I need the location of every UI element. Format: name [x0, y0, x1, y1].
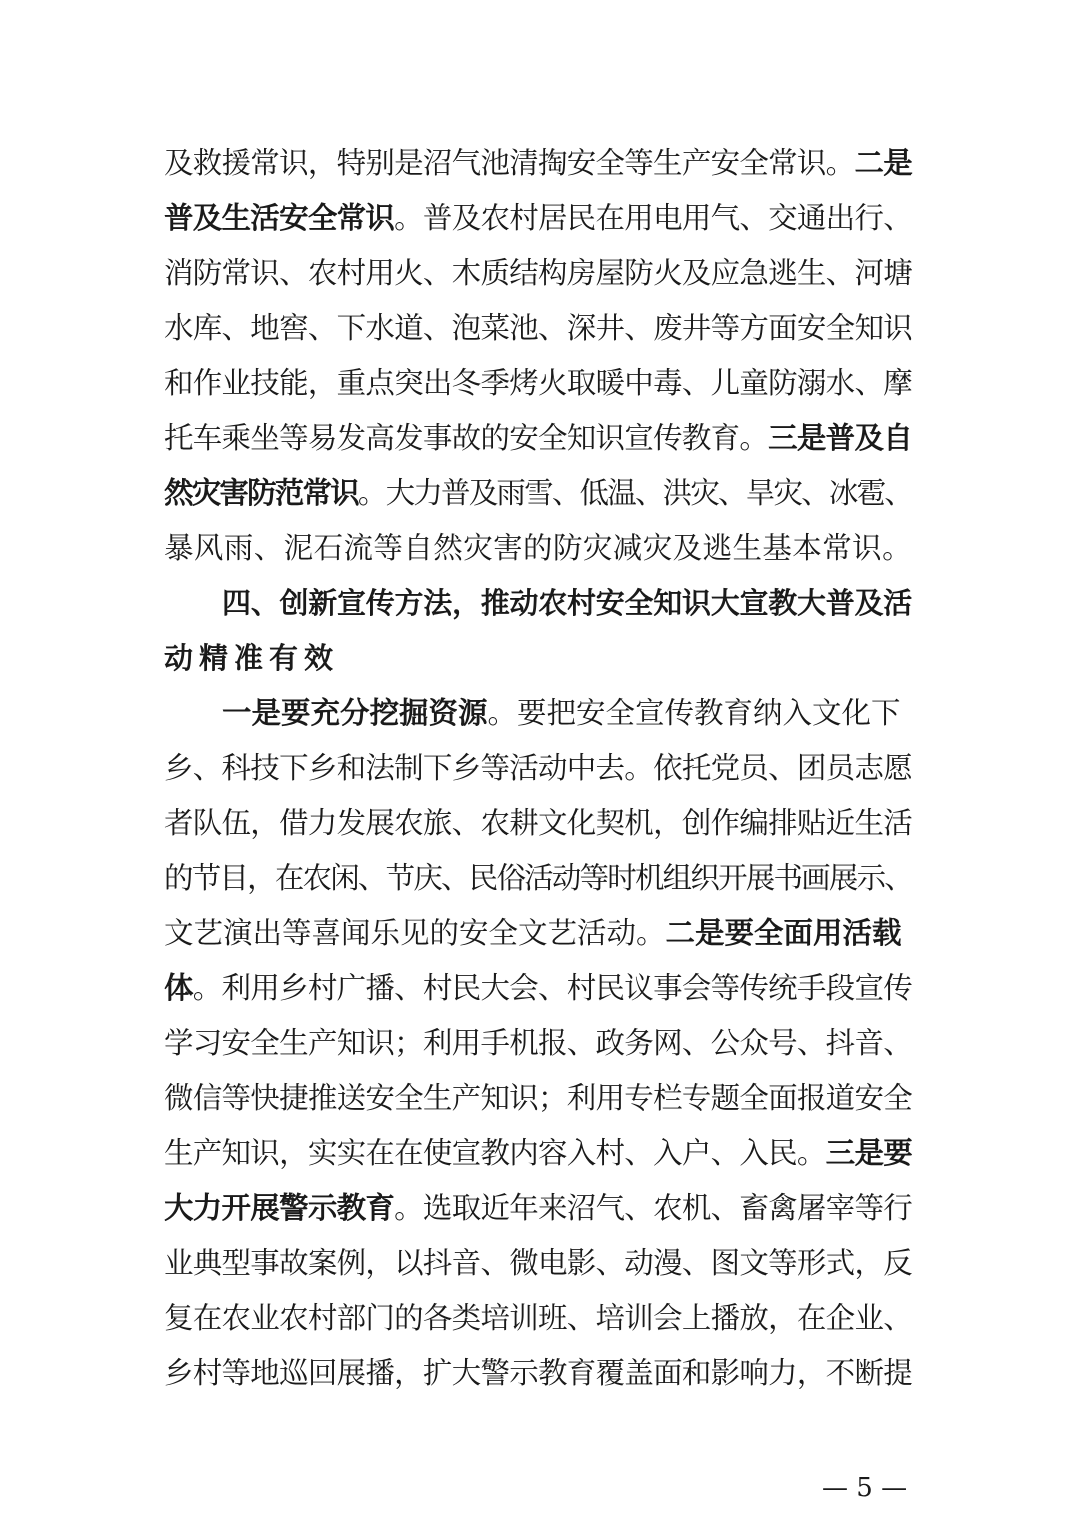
text-segment-bold: 一是要充分挖掘资源	[222, 695, 488, 730]
text-segment: 水库、地窖、下水道、泡菜池、深井、废井等方面安全知识	[164, 311, 912, 345]
text-segment: 暴风雨、泥石流等自然灾害的防灾减灾及逃生基本常识。	[164, 531, 912, 565]
text-line	[222, 693, 912, 733]
text-segment: 文艺演出等喜闻乐见的安全文艺活动。	[164, 916, 666, 950]
section-heading	[164, 638, 912, 678]
text-line	[164, 363, 912, 403]
text-line	[164, 198, 912, 238]
text-segment: 生产知识，实实在在使宣教内容入村、入户、入民。	[164, 1136, 826, 1170]
text-line	[164, 1133, 912, 1173]
text-line	[164, 253, 912, 293]
text-segment-bold: 然灾害防范常识	[164, 475, 358, 510]
text-segment: 和作业技能，重点突出冬季烤火取暖中毒、儿童防溺水、摩	[164, 366, 912, 400]
text-segment-bold: 二是要全面用活载	[665, 915, 902, 950]
text-line	[164, 1188, 912, 1228]
text-segment: 及救援常识，特别是沼气池清掏安全等生产安全常识。	[164, 146, 855, 180]
text-line	[164, 803, 912, 843]
text-segment: 业典型事故案例，以抖音、微电影、动漫、图文等形式，反	[164, 1246, 912, 1280]
text-segment-bold: 二是	[854, 145, 912, 180]
text-line	[164, 308, 912, 348]
text-line	[164, 1078, 912, 1118]
section-heading	[222, 583, 912, 623]
text-segment: 。要把安全宣传教育纳入文化下	[487, 696, 901, 730]
text-line	[164, 748, 912, 788]
text-segment-bold: 大力开展警示教育	[164, 1190, 395, 1225]
text-segment: 。普及农村居民在用电用气、交通出行、	[394, 201, 912, 235]
text-segment: 的节目，在农闲、节庆、民俗活动等时机组织开展书画展示、	[164, 861, 912, 895]
text-line	[164, 418, 912, 458]
text-segment: 学习安全生产知识；利用手机报、政务网、公众号、抖音、	[164, 1026, 912, 1060]
text-segment-bold: 体	[164, 970, 193, 1005]
text-line	[164, 913, 912, 953]
text-segment: 。大力普及雨雪、低温、洪灾、旱灾、冰雹、	[357, 476, 912, 510]
text-line	[164, 1023, 912, 1063]
text-line	[164, 143, 912, 183]
page-number: — 5 —	[822, 1473, 908, 1503]
heading-text: 四、创新宣传方法，推动农村安全知识大宣教大普及活	[222, 586, 912, 620]
heading-text: 动精准有效	[164, 641, 340, 675]
text-segment-bold: 三是普及自	[768, 420, 912, 455]
text-line	[164, 1353, 912, 1393]
text-segment: 消防常识、农村用火、木质结构房屋防火及应急逃生、河塘	[164, 256, 912, 290]
text-segment-bold: 普及生活安全常识	[164, 200, 395, 235]
text-segment-bold: 三是要	[825, 1135, 912, 1170]
text-segment: 。利用乡村广播、村民大会、村民议事会等传统手段宣传	[192, 971, 912, 1005]
text-line	[164, 858, 912, 898]
text-segment: 微信等快捷推送安全生产知识；利用专栏专题全面报道安全	[164, 1081, 912, 1115]
text-line	[164, 473, 912, 513]
text-segment: 者队伍，借力发展农旅、农耕文化契机，创作编排贴近生活	[164, 806, 912, 840]
text-line	[164, 1243, 912, 1283]
text-segment: 。选取近年来沼气、农机、畜禽屠宰等行	[394, 1191, 912, 1225]
text-segment: 托车乘坐等易发高发事故的安全知识宣传教育。	[164, 421, 769, 455]
text-line	[164, 528, 912, 568]
text-segment: 乡、科技下乡和法制下乡等活动中去。依托党员、团员志愿	[164, 751, 912, 785]
text-line	[164, 968, 912, 1008]
text-line	[164, 1298, 912, 1338]
text-segment: 复在农业农村部门的各类培训班、培训会上播放，在企业、	[164, 1301, 912, 1335]
text-segment: 乡村等地巡回展播，扩大警示教育覆盖面和影响力，不断提	[164, 1356, 912, 1390]
